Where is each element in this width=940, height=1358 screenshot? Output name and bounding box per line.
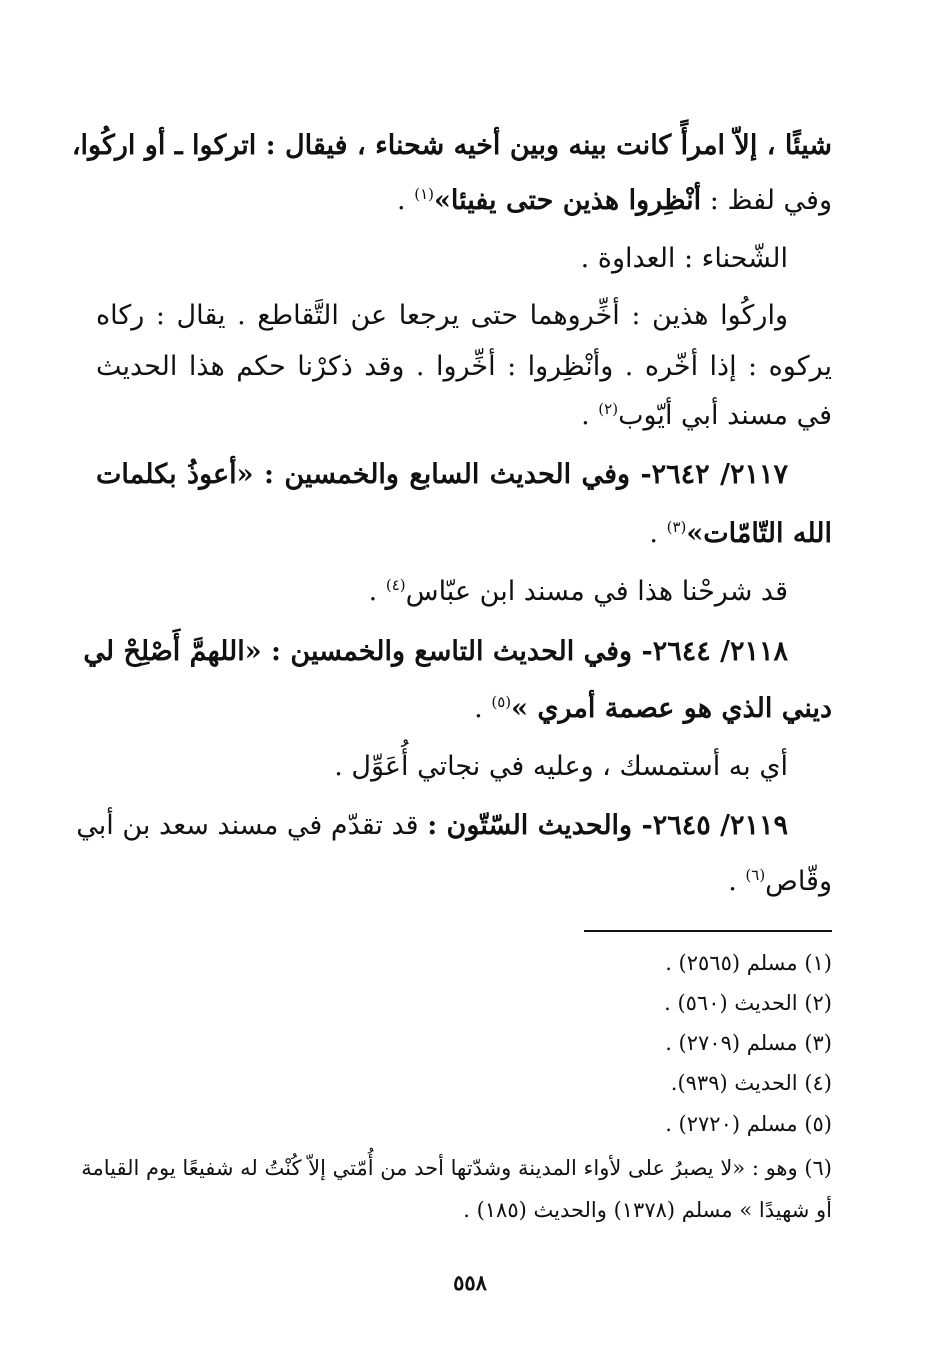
footnote-6-line-2: أو شهيدًا » مسلم (١٣٧٨) والحديث (١٨٥) . bbox=[463, 1198, 832, 1222]
hadith-2118-tail: . bbox=[474, 693, 492, 724]
footnote-3: (٣) مسلم (٢٧٠٩) . bbox=[665, 1031, 832, 1055]
text-line-1 bbox=[71, 126, 832, 166]
text-line-4 bbox=[96, 296, 788, 336]
footnote-ref-4: (٤) bbox=[385, 576, 406, 594]
text-line-9-plain: قد شرحْنا هذا في مسند ابن عبّاس bbox=[405, 576, 788, 607]
text-line-12-plain: أي به أستمسك ، وعليه في نجاتي أُعَوِّل . bbox=[334, 751, 788, 782]
footnote-2: (٢) الحديث (٥٦٠) . bbox=[664, 991, 832, 1015]
footnote-1: (١) مسلم (٢٥٦٥) . bbox=[665, 951, 832, 975]
hadith-2117-line-1 bbox=[96, 455, 788, 495]
text-line-12 bbox=[96, 747, 788, 787]
hadith-2118-text: ديني الذي هو عصمة أمري » bbox=[511, 693, 832, 724]
text-line-9-tail: . bbox=[368, 576, 386, 607]
footnote-4: (٤) الحديث (٩٣٩). bbox=[670, 1071, 832, 1095]
text-line-2-tail: . bbox=[397, 185, 415, 216]
hadith-2118-line-2 bbox=[96, 689, 832, 729]
text-line-3 bbox=[96, 239, 788, 279]
hadith-2119-text: وقّاص bbox=[765, 866, 832, 897]
hadith-2119-tail: . bbox=[728, 866, 746, 897]
footnote-6-line-1: (٦) وهو : «لا يصبرُ على لأواء المدينة وشدّتها أحد من أُمّتي إلاّ كُنْتُ له شفيعًا يوم القيامة bbox=[81, 1156, 832, 1180]
text-line-1-bold: شيئًا ، إلاّ امرأً كانت بينه وبين أخيه شحناء ، فيقال : اتركوا ـ أو اركُوا، bbox=[71, 130, 832, 161]
footnote-ref-1: (١) bbox=[414, 185, 434, 203]
page-number: ٥٥٨ bbox=[453, 1270, 487, 1295]
hadith-2119-heading: ٢١١٩/ ٢٦٤٥- والحديث السّتّون : bbox=[427, 810, 788, 841]
hadith-2117-heading: ٢١١٧/ ٢٦٤٢- وفي الحديث السابع والخمسين : «أعوذُ بكلمات bbox=[96, 459, 789, 490]
text-line-4-plain: واركُوا هذين : أخِّروهما حتى يرجعا عن التَّقاطع . يقال : ركاه bbox=[96, 300, 788, 331]
footnote-ref-3: (٣) bbox=[666, 518, 687, 536]
text-line-6 bbox=[96, 396, 832, 436]
hadith-2119-line-1 bbox=[76, 806, 788, 846]
hadith-2118-line-1 bbox=[83, 632, 788, 672]
footnote-ref-2: (٢) bbox=[598, 400, 619, 418]
text-line-6-tail: . bbox=[581, 400, 599, 431]
footnote-ref-6: (٦) bbox=[745, 866, 766, 884]
hadith-2117-tail: . bbox=[649, 518, 667, 549]
text-line-2-plain: وفي لفظ : bbox=[701, 185, 832, 216]
text-line-6-plain: في مسند أبي أيّوب bbox=[618, 400, 832, 431]
text-line-9 bbox=[96, 572, 788, 612]
hadith-2117-line-2 bbox=[96, 514, 832, 554]
text-line-5-plain: يركوه : إذا أخّره . وأنْظِروا : أخِّروا . وقد ذكرْنا حكم هذا الحديث bbox=[96, 351, 832, 382]
text-line-5 bbox=[96, 347, 832, 387]
hadith-2119-plain: قد تقدّم في مسند سعد بن أبي bbox=[76, 810, 428, 841]
footnote-separator bbox=[584, 930, 832, 932]
hadith-2118-heading: ٢١١٨/ ٢٦٤٤- وفي الحديث التاسع والخمسين : «اللهمَّ أَصْلِحْ لي bbox=[83, 636, 788, 667]
text-line-2-bold: أنْظِروا هذين حتى يفيئا» bbox=[433, 185, 702, 216]
text-line-2 bbox=[96, 181, 832, 221]
footnote-5: (٥) مسلم (٢٧٢٠) . bbox=[665, 1112, 832, 1136]
footnote-ref-5: (٥) bbox=[491, 693, 512, 711]
hadith-2119-line-2 bbox=[96, 862, 832, 902]
hadith-2117-text: الله التّامّات» bbox=[686, 518, 832, 549]
text-line-3-plain: الشّحناء : العداوة . bbox=[580, 243, 788, 274]
